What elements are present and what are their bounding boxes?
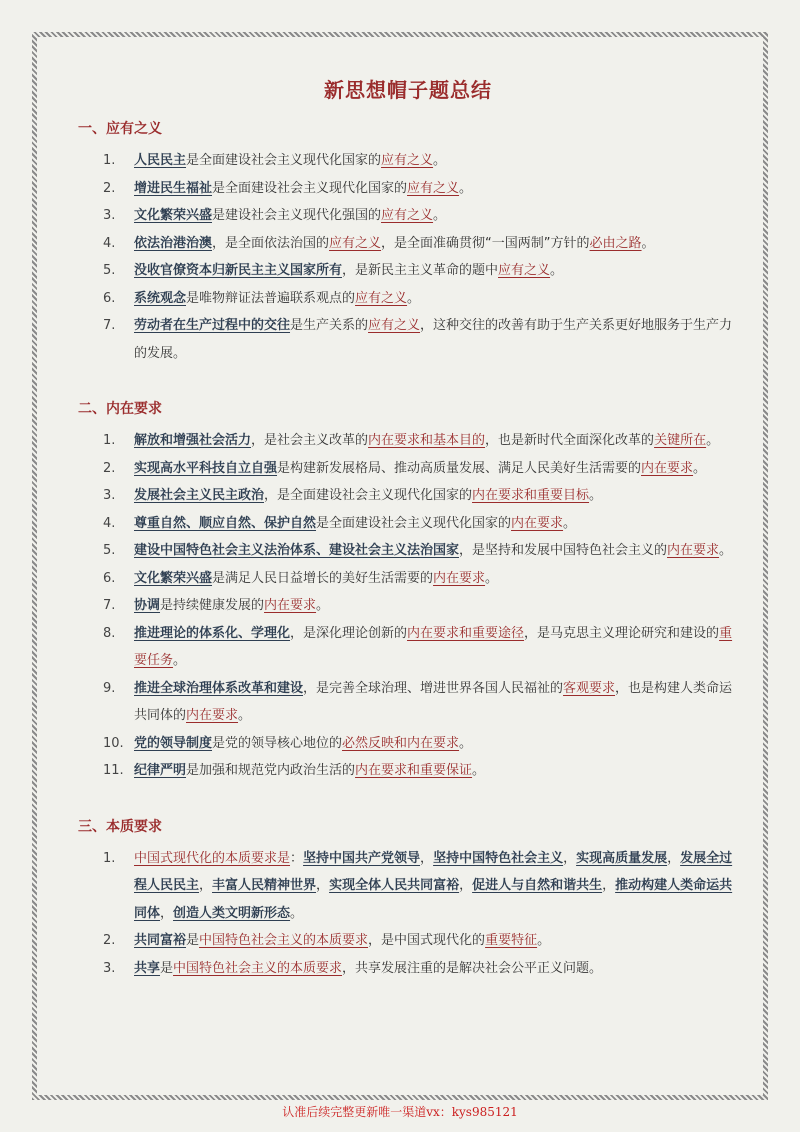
keyword-text: 实现全体人民共同富裕 (329, 878, 460, 893)
highlight-text: 内在要求 (511, 515, 564, 531)
item-number: 5. (103, 543, 116, 558)
body-text: 是加强和规范党内政治生活的 (186, 763, 356, 778)
highlight-text: 内在要求和基本目的 (368, 433, 486, 448)
footer-watermark: 认准后续完整更新唯一渠道vx：kys985121 (282, 1105, 518, 1119)
keyword-text: 坚持中国共产党领导 (303, 850, 421, 866)
keyword-text: 系统观念 (134, 290, 187, 306)
highlight-text: 内在要求和重要途径 (407, 625, 525, 641)
keyword-text: 尊重自然、顺应自然、保护自然 (134, 515, 317, 531)
body-text: 是全面建设社会主义现代化国家的 (316, 515, 512, 531)
body-text: 是全面建设社会主义现代化国家的 (186, 153, 382, 168)
highlight-text: 必由之路 (589, 235, 642, 251)
body-text: 。 (589, 488, 603, 503)
keyword-text: 发展全过程人民民主 (134, 850, 733, 893)
highlight-text: 重要特征 (485, 933, 538, 948)
keyword-text: 实现高质量发展 (576, 850, 668, 866)
body-text: 。 (433, 208, 447, 223)
body-text: 是生产关系的 (290, 318, 369, 333)
highlight-text: 客观要求 (563, 680, 616, 696)
keyword-text: 建设中国特色社会主义法治体系、建设社会主义法治国家 (134, 543, 460, 558)
list-item (78, 175, 738, 203)
keyword-text: 促进人与自然和谐共生 (472, 878, 603, 893)
body-text: ，是马克思主义理论研究和建设的 (524, 625, 720, 641)
keyword-text: 坚持中国特色社会主义 (433, 850, 564, 866)
highlight-text: 内在要求和重要目标 (472, 488, 590, 503)
highlight-text: 应有之义 (368, 318, 421, 333)
section-3 (78, 817, 738, 983)
keyword-text: 共同富裕 (134, 933, 187, 948)
body-text: ， (563, 850, 577, 866)
keyword-text: 实现高水平科技自立自强 (134, 460, 278, 476)
body-text: ， (420, 850, 434, 866)
item-number: 3. (103, 960, 116, 976)
keyword-text: 文化繁荣兴盛 (134, 570, 213, 586)
highlight-text: 应有之义 (407, 180, 460, 196)
body-text: 是建设社会主义现代化强国的 (212, 208, 382, 223)
list-item (78, 257, 738, 285)
keyword-text: 纪律严明 (134, 763, 187, 778)
section-2 (78, 399, 738, 785)
list-item (78, 675, 738, 730)
body-text: 。 (173, 653, 187, 668)
body-text: ， (602, 878, 616, 893)
page-title: 新思想帽子题总结 (324, 78, 492, 102)
body-text: 是全面建设社会主义现代化国家的 (212, 180, 408, 196)
section-1 (78, 119, 738, 367)
item-number: 10. (103, 735, 124, 751)
highlight-text: 中国特色社会主义的本质要求 (199, 933, 369, 948)
list-item (78, 285, 738, 313)
list-item (78, 955, 738, 983)
item-number: 1. (103, 850, 116, 866)
list-item (78, 510, 738, 538)
item-list (78, 427, 738, 785)
keyword-text: 协调 (134, 598, 161, 613)
item-number: 1. (103, 153, 116, 168)
body-text: 。 (407, 290, 421, 306)
highlight-text: 重要任务 (134, 625, 733, 668)
body-text: 。 (563, 515, 577, 531)
list-item (78, 202, 738, 230)
highlight-text: 内在要求 (264, 598, 317, 613)
body-text: 是持续健康发展的 (160, 598, 265, 613)
body-text: 。 (706, 433, 720, 448)
list-item (78, 845, 738, 928)
item-list (78, 147, 738, 367)
body-text: ，是新民主主义革命的题中 (342, 263, 499, 278)
body-text: ： (290, 850, 304, 866)
body-text: ，是坚持和发展中国特色社会主义的 (459, 543, 668, 558)
section-heading: 三、本质要求 (78, 818, 162, 835)
list-item (78, 757, 738, 785)
list-item (78, 482, 738, 510)
body-text: 。 (537, 933, 551, 948)
list-item (78, 620, 738, 675)
body-text: 是满足人民日益增长的美好生活需要的 (212, 570, 434, 586)
body-text: ， (459, 878, 473, 893)
body-text: ，这种交往的改善有助于生产关系更好地服务于生产力的发展。 (134, 318, 733, 361)
highlight-text: 内在要求 (641, 460, 694, 476)
highlight-text: 应有之义 (355, 290, 408, 306)
body-text: 是唯物辩证法普遍联系观点的 (186, 290, 356, 306)
body-text: 。 (459, 735, 473, 751)
body-text: ，是社会主义改革的 (251, 433, 369, 448)
highlight-text: 内在要求 (433, 570, 486, 586)
body-text: ， (199, 878, 213, 893)
body-text: 是 (160, 960, 174, 976)
document-page (78, 70, 738, 982)
item-number: 5. (103, 263, 116, 278)
keyword-text: 推动构建人类命运共同体 (134, 878, 733, 921)
item-number: 3. (103, 488, 116, 503)
keyword-text: 创造人类文明新形态 (173, 905, 291, 921)
keyword-text: 人民民主 (134, 153, 187, 168)
keyword-text: 共享 (134, 960, 161, 976)
body-text: ， (667, 850, 681, 866)
highlight-text: 应有之义 (498, 263, 551, 278)
body-text: ，是完善全球治理、增进世界各国人民福祉的 (303, 680, 564, 696)
keyword-text: 增进民生福祉 (134, 180, 213, 196)
item-number: 1. (103, 433, 116, 448)
highlight-text: 内在要求 (186, 708, 239, 723)
section-heading: 二、内在要求 (78, 401, 162, 417)
body-text: 。 (485, 570, 499, 586)
keyword-text: 推进理论的体系化、学理化 (134, 625, 291, 641)
body-text: 。 (641, 235, 655, 251)
body-text: 。 (550, 263, 564, 278)
item-number: 6. (103, 570, 116, 586)
item-number: 7. (103, 598, 116, 613)
list-item (78, 592, 738, 620)
highlight-text: 关键所在 (654, 433, 707, 448)
item-number: 2. (103, 180, 116, 196)
item-number: 6. (103, 290, 116, 306)
list-item (78, 230, 738, 258)
highlight-text: 内在要求和重要保证 (355, 763, 473, 778)
section-heading: 一、应有之义 (78, 121, 162, 137)
body-text: 。 (719, 543, 733, 558)
body-text: 。 (433, 153, 447, 168)
body-text: ，是全面建设社会主义现代化国家的 (264, 488, 473, 503)
body-text: 是 (186, 933, 200, 948)
body-text: ，共享发展注重的是解决社会公平正义问题。 (342, 960, 603, 976)
list-item (78, 537, 738, 565)
sections-container (78, 119, 738, 982)
item-number: 4. (103, 515, 116, 531)
list-item (78, 927, 738, 955)
body-text: ，是深化理论创新的 (290, 625, 408, 641)
keyword-text: 推进全球治理体系改革和建设 (134, 680, 304, 696)
body-text: ，是全面准确贯彻“一国两制”方针的 (381, 235, 590, 251)
keyword-text: 文化繁荣兴盛 (134, 208, 213, 223)
highlight-text: 中国式现代化的本质要求是 (134, 850, 291, 866)
body-text: 是党的领导核心地位的 (212, 735, 343, 751)
body-text: 。 (290, 905, 304, 921)
list-item (78, 312, 738, 367)
body-text: 。 (238, 708, 252, 723)
body-text: ， (316, 878, 330, 893)
item-number: 4. (103, 235, 116, 251)
body-text: ，是中国式现代化的 (368, 933, 486, 948)
item-list (78, 845, 738, 983)
keyword-text: 丰富人民精神世界 (212, 878, 317, 893)
highlight-text: 必然反映和内在要求 (342, 735, 460, 751)
body-text: ，也是构建人类命运共同体的 (134, 680, 733, 723)
highlight-text: 应有之义 (329, 235, 382, 251)
keyword-text: 没收官僚资本归新民主主义国家所有 (134, 263, 343, 278)
keyword-text: 劳动者在生产过程中的交往 (134, 318, 291, 333)
body-text: ， (160, 905, 174, 921)
keyword-text: 解放和增强社会活力 (134, 433, 252, 448)
list-item (78, 147, 738, 175)
item-number: 11. (103, 763, 124, 778)
item-number: 9. (103, 680, 116, 696)
body-text: 。 (693, 460, 707, 476)
highlight-text: 内在要求 (667, 543, 720, 558)
item-number: 2. (103, 933, 116, 948)
keyword-text: 依法治港治澳 (134, 235, 213, 251)
body-text: ，是全面依法治国的 (212, 235, 330, 251)
highlight-text: 应有之义 (381, 153, 434, 168)
list-item (78, 427, 738, 455)
highlight-text: 中国特色社会主义的本质要求 (173, 960, 343, 976)
body-text: 。 (472, 763, 486, 778)
item-number: 7. (103, 318, 116, 333)
body-text: 是构建新发展格局、推动高质量发展、满足人民美好生活需要的 (277, 460, 642, 476)
body-text: 。 (459, 180, 473, 196)
keyword-text: 发展社会主义民主政治 (134, 488, 265, 503)
highlight-text: 应有之义 (381, 208, 434, 223)
body-text: 。 (316, 598, 330, 613)
item-number: 3. (103, 208, 116, 223)
list-item (78, 565, 738, 593)
item-number: 2. (103, 460, 116, 476)
keyword-text: 党的领导制度 (134, 735, 213, 751)
body-text: ，也是新时代全面深化改革的 (485, 433, 655, 448)
item-number: 8. (103, 625, 116, 641)
list-item (78, 730, 738, 758)
list-item (78, 455, 738, 483)
